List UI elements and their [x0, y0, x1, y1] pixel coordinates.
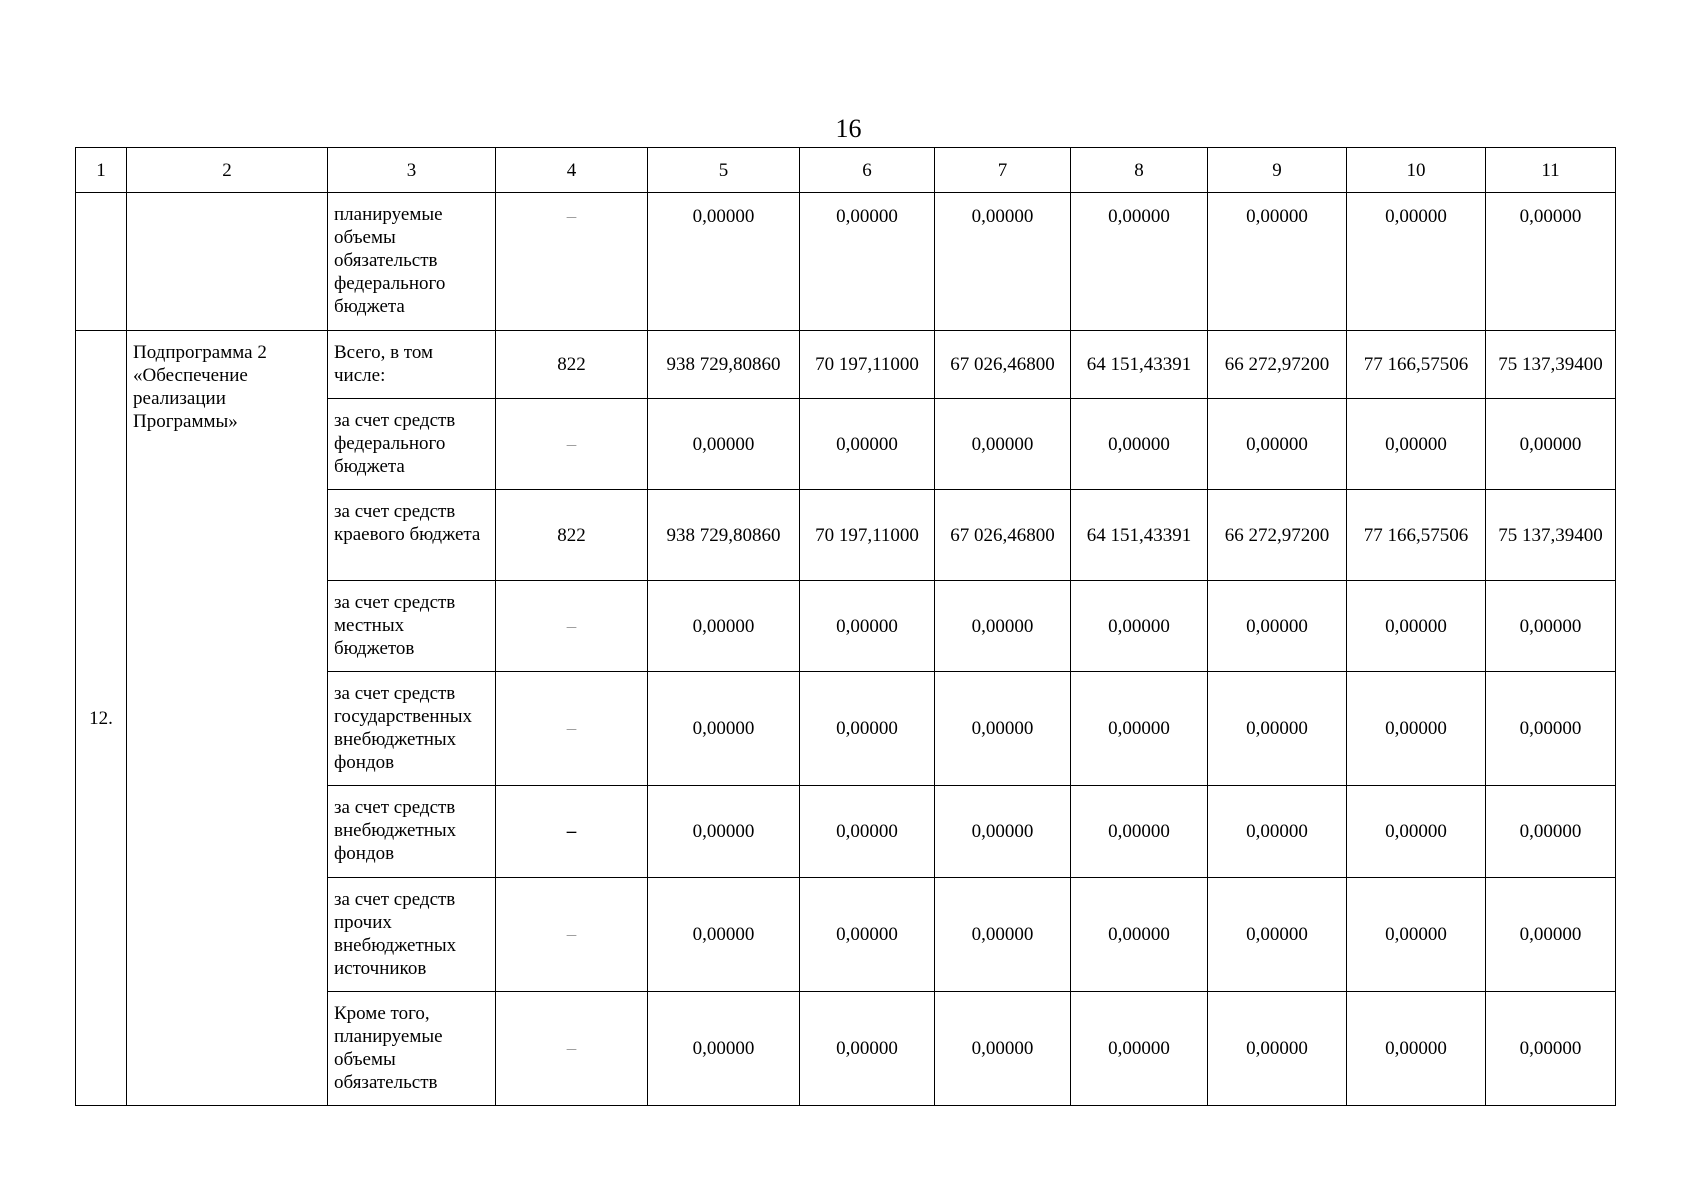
cell-value: 64 151,43391 [1071, 331, 1208, 399]
cell-value: 0,00000 [1208, 878, 1347, 992]
cell-value: 0,00000 [1347, 786, 1486, 878]
cell-value: – [496, 786, 648, 878]
table-row [76, 193, 1616, 331]
cell-value: 0,00000 [800, 193, 935, 331]
cell-value: – [496, 581, 648, 672]
cell-value: 0,00000 [800, 399, 935, 490]
cell-value: 70 197,11000 [800, 331, 935, 399]
cell-value: 0,00000 [648, 399, 800, 490]
cell-value: – [496, 992, 648, 1106]
cell-value: 0,00000 [1486, 878, 1616, 992]
row-label: Всего, в том числе: [328, 331, 496, 399]
cell-value: 70 197,11000 [800, 490, 935, 581]
cell-value: 77 166,57506 [1347, 331, 1486, 399]
cell-value: 822 [496, 490, 648, 581]
cell-value: 0,00000 [1347, 581, 1486, 672]
cell-value: 0,00000 [800, 581, 935, 672]
budget-table [75, 147, 1616, 1106]
cell-value: 0,00000 [1208, 786, 1347, 878]
cell-value: 0,00000 [648, 878, 800, 992]
column-number: 4 [496, 148, 648, 193]
row-label: за счет средств местных бюджетов [328, 581, 496, 672]
cell-value: 0,00000 [1208, 581, 1347, 672]
cell-value: 0,00000 [1347, 193, 1486, 331]
cell-value: 0,00000 [1071, 878, 1208, 992]
cell-value: 0,00000 [648, 581, 800, 672]
column-number: 5 [648, 148, 800, 193]
cell-value: 0,00000 [1208, 672, 1347, 786]
column-number-row [76, 148, 1616, 193]
column-number: 1 [76, 148, 127, 193]
cell-value: 938 729,80860 [648, 331, 800, 399]
cell-value: 0,00000 [935, 399, 1071, 490]
cell-value: 0,00000 [1486, 581, 1616, 672]
cell-value: 0,00000 [648, 992, 800, 1106]
cell-value: 0,00000 [1071, 992, 1208, 1106]
cell-value: 0,00000 [1071, 672, 1208, 786]
cell-value: 0,00000 [935, 992, 1071, 1106]
cell-value: 0,00000 [1071, 581, 1208, 672]
cell-value: 0,00000 [935, 193, 1071, 331]
cell-value: 0,00000 [1486, 193, 1616, 331]
column-number: 8 [1071, 148, 1208, 193]
table-row [76, 331, 1616, 399]
subprogram-name: Подпрограмма 2 «Обеспечение реализации Программы» [127, 331, 328, 1106]
cell-value: 66 272,97200 [1208, 331, 1347, 399]
row-label: планируемые объемы обязательств федерального бюджета [328, 193, 496, 331]
column-number: 10 [1347, 148, 1486, 193]
cell-value: 77 166,57506 [1347, 490, 1486, 581]
cell-value: – [496, 193, 648, 331]
cell-value: 0,00000 [1071, 193, 1208, 331]
cell-value: 0,00000 [935, 672, 1071, 786]
cell-value: 0,00000 [648, 193, 800, 331]
column-number: 6 [800, 148, 935, 193]
cell-value: 938 729,80860 [648, 490, 800, 581]
cell-value: 0,00000 [935, 878, 1071, 992]
cell-value: 64 151,43391 [1071, 490, 1208, 581]
cell-value: 0,00000 [1071, 786, 1208, 878]
page-number: 16 [835, 114, 862, 143]
cell-value: 0,00000 [1486, 786, 1616, 878]
cell-value: – [496, 399, 648, 490]
column-number: 2 [127, 148, 328, 193]
cell-value: 0,00000 [800, 672, 935, 786]
cell-value: 0,00000 [1486, 992, 1616, 1106]
cell-value: 67 026,46800 [935, 331, 1071, 399]
row-label: за счет средств федерального бюджета [328, 399, 496, 490]
cell-value: 0,00000 [648, 786, 800, 878]
row-label: за счет средств краевого бюджета [328, 490, 496, 581]
cell-value: – [496, 878, 648, 992]
row-label: за счет средств государственных внебюджетных фондов [328, 672, 496, 786]
cell-value: – [496, 672, 648, 786]
cell-value: 66 272,97200 [1208, 490, 1347, 581]
cell-value: 0,00000 [800, 878, 935, 992]
cell-value: 0,00000 [1347, 399, 1486, 490]
cell-value: 0,00000 [1208, 399, 1347, 490]
row-label: за счет средств внебюджетных фондов [328, 786, 496, 878]
cell-value: 0,00000 [800, 992, 935, 1106]
cell-value: 75 137,39400 [1486, 490, 1616, 581]
cell-value: 0,00000 [1071, 399, 1208, 490]
cell-value: 0,00000 [1486, 672, 1616, 786]
cell-value: 822 [496, 331, 648, 399]
row-label: за счет средств прочих внебюджетных источников [328, 878, 496, 992]
cell-value: 0,00000 [1347, 992, 1486, 1106]
column-number: 9 [1208, 148, 1347, 193]
cell-value: 75 137,39400 [1486, 331, 1616, 399]
cell-value: 0,00000 [1208, 992, 1347, 1106]
row-label: Кроме того, планируемые объемы обязательств [328, 992, 496, 1106]
cell-value: 0,00000 [935, 786, 1071, 878]
cell-value: 0,00000 [1347, 878, 1486, 992]
column-number: 7 [935, 148, 1071, 193]
cell-value: 0,00000 [800, 786, 935, 878]
cell-value: 67 026,46800 [935, 490, 1071, 581]
section-number: 12. [76, 331, 127, 1106]
cell-value: 0,00000 [1208, 193, 1347, 331]
cell-value: 0,00000 [1347, 672, 1486, 786]
cell-value: 0,00000 [935, 581, 1071, 672]
cell-value: 0,00000 [1486, 399, 1616, 490]
column-number: 11 [1486, 148, 1616, 193]
column-number: 3 [328, 148, 496, 193]
cell-value: 0,00000 [648, 672, 800, 786]
